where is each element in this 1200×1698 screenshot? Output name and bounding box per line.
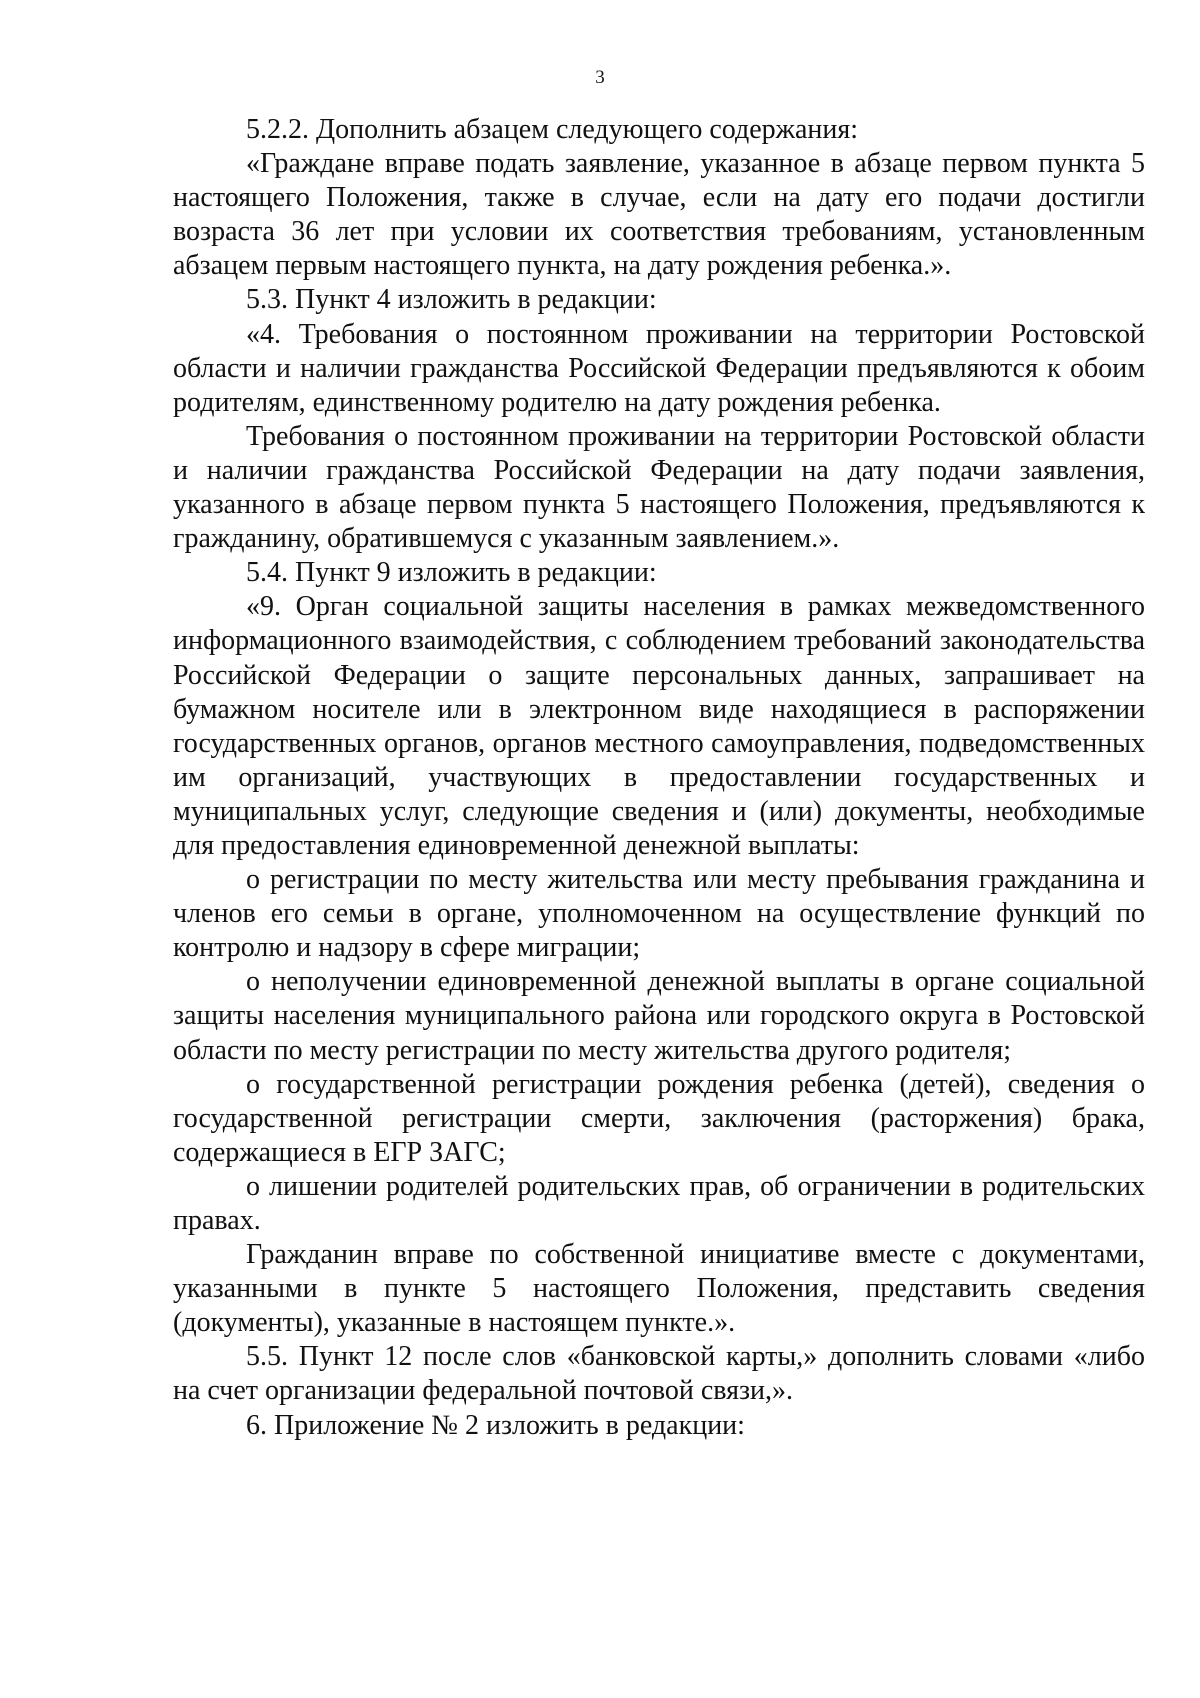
paragraph-5-2-2-heading: 5.2.2. Дополнить абзацем следующего содержания: (246, 114, 859, 145)
paragraph-deprivation-rights: о лишении родителей родительских прав, об ограничении в родительских правах. (173, 1170, 1145, 1236)
paragraph-non-receipt: о неполучении единовременной денежной выплаты в органе социальной защиты населения муниципального района или городского округа в Ростовской области по месту регистрации по месту жительства другого родителя; (173, 966, 1145, 1066)
paragraph-citizens-right: «Граждане вправе подать заявление, указанное в абзаце первом пункта 5 настоящего Положения, также в случае, если на дату его подачи достигли возраста 36 лет при условии их соответствия требованиям, установленным абзацем первым настоящего пункта, на дату рождения ребенка.». (173, 148, 1145, 282)
paragraph-5-3-heading: 5.3. Пункт 4 изложить в редакции: (246, 284, 657, 316)
page-number: 3 (595, 67, 605, 88)
paragraph-registration: о регистрации по месту жительства или месту пребывания гражданина и членов его семьи в органе, уполномоченном на осуществление функций по контролю и надзору в сфере миграции; (173, 864, 1145, 964)
paragraph-residence-requirements: Требования о постоянном проживании на территории Ростовской области и наличии гражданства Российской Федерации на дату подачи заявления, указанного в абзаце первом пункта 5 настоящего Положения, предъявляются к гражданину, обратившемуся с указанным заявлением.». (173, 420, 1145, 555)
paragraph-5-4-heading: 5.4. Пункт 9 изложить в редакции: (246, 557, 657, 589)
paragraph-birth-registration: о государственной регистрации рождения ребенка (детей), сведения о государственной регистрации смерти, заключения (расторжения) брака, содержащиеся в ЕГР ЗАГС; (173, 1068, 1145, 1168)
paragraph-own-initiative: Гражданин вправе по собственной инициативе вместе с документами, указанными в пункте 5 настоящего Положения, представить сведения (документы), указанные в настоящем пункте.». (173, 1239, 1145, 1339)
document-body (173, 113, 1145, 1443)
paragraph-5-5: 5.5. Пункт 12 после слов «банковской карты,» дополнить словами «либо на счет организации федеральной почтовой связи,». (173, 1341, 1145, 1407)
paragraph-item-4: «4. Требования о постоянном проживании на территории Ростовской области и наличии гражданства Российской Федерации предъявляются к обоим родителям, единственному родителю на дату рождения ребенка. (173, 318, 1145, 418)
paragraph-6-heading: 6. Приложение № 2 изложить в редакции: (246, 1409, 745, 1441)
paragraph-item-9: «9. Орган социальной защиты населения в рамках межведомственного информационного взаимодействия, с соблюдением требований законодательства Российской Федерации о защите персональных данных, запрашивает на бумажном носителе или в электронном виде находящиеся в распоряжении государственных органов, органов местного самоуправления, подведомственных им организаций, участвующих в предоставлении государственных и муниципальных услуг, следующие сведения и (или) документы, необходимые для предоставления единовременной денежной выплаты: (173, 591, 1145, 861)
